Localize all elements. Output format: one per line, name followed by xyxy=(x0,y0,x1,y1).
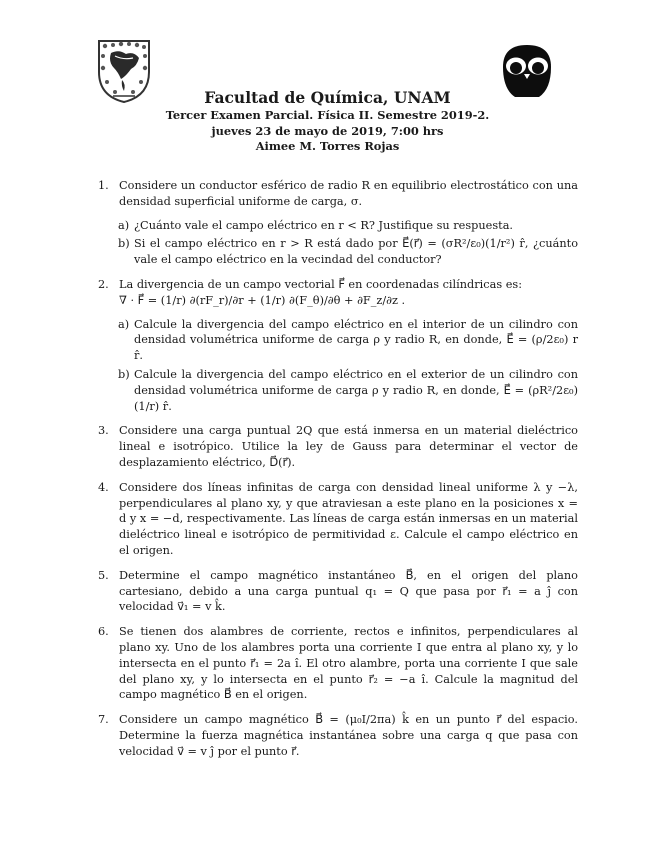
problem-number: 7. xyxy=(98,713,109,727)
subproblem-2b xyxy=(118,367,578,414)
subproblem-label: b) xyxy=(118,367,130,381)
subproblem-text: Calcule la divergencia del campo eléctrico en el exterior de un cilindro con densidad volumétrica uniforme de carga ρ y radio R, en donde, E⃗ = (ρR²/2ε₀)(1/r) r̂. xyxy=(134,367,578,413)
problem-text: Determine el campo magnético instantáneo B⃗, en el origen del plano cartesiano, debido a una carga puntual q₁ = Q que pasa por r⃗₁ = a ĵ con velocidad v⃗₁ = v k̂. xyxy=(119,568,578,614)
faculty-title: Facultad de Química, UNAM xyxy=(204,88,451,107)
problem-1 xyxy=(98,178,578,268)
problem-6 xyxy=(98,624,578,703)
problem-text: La divergencia de un campo vectorial F⃗ en coordenadas cilíndricas es: xyxy=(119,277,523,291)
divergence-formula: ∇ · F⃗ = (1/r) ∂(rF_r)/∂r + (1/r) ∂(F_θ)/∂θ + ∂F_z/∂z . xyxy=(119,293,406,307)
problem-text: Considere dos líneas infinitas de carga con densidad lineal uniforme λ y −λ, perpendiculares al plano xy, y que atraviesan a este plano en la posiciones x = d y x = −d, respectivamente. Las líneas de carga están inmersas en un material dieléctrico lineal e isotrópico de permitividad ε. Calcule el campo eléctrico en el origen. xyxy=(119,480,578,557)
subproblem-1b xyxy=(118,236,578,268)
problem-number: 6. xyxy=(98,625,109,639)
problem-7 xyxy=(98,712,578,759)
problem-text: Considere un conductor esférico de radio R en equilibrio electrostático con una densidad superficial uniforme de carga, σ. xyxy=(119,179,578,208)
subproblem-label: a) xyxy=(118,317,130,331)
exam-header xyxy=(100,88,555,155)
problem-5 xyxy=(98,568,578,615)
problem-number: 3. xyxy=(98,424,109,438)
subproblem-2a xyxy=(118,317,578,364)
problem-2 xyxy=(98,277,578,414)
problem-number: 2. xyxy=(98,277,109,291)
problem-3 xyxy=(98,423,578,470)
problem-number: 4. xyxy=(98,480,109,494)
subproblem-text: ¿Cuánto vale el campo eléctrico en r < R? Justifique su respuesta. xyxy=(134,218,514,232)
problem-text: Considere una carga puntual 2Q que está inmersa en un material dieléctrico lineal e isotrópico. Utilice la ley de Gauss para determinar el vector de desplazamiento eléctrico, D⃗(r⃗). xyxy=(119,424,578,469)
subproblem-1a xyxy=(118,218,578,234)
problem-list xyxy=(98,178,578,769)
problem-4 xyxy=(98,480,578,559)
problem-number: 5. xyxy=(98,568,109,582)
subproblem-label: b) xyxy=(118,237,130,251)
subproblem-text: Calcule la divergencia del campo eléctrico en el interior de un cilindro con densidad volumétrica uniforme de carga ρ y radio R, en donde, E⃗ = (ρ/2ε₀) r r̂. xyxy=(134,317,578,363)
problem-number: 1. xyxy=(98,179,109,192)
exam-title: Tercer Examen Parcial. Física II. Semestre 2019-2. xyxy=(165,108,490,122)
exam-author: Aimee M. Torres Rojas xyxy=(255,139,400,153)
problem-text: Considere un campo magnético B⃗ = (μ₀I/2πa) k̂ en un punto r⃗ del espacio. Determine la fuerza magnética instantánea sobre una carga q que pasa con velocidad v⃗ = v ĵ por el punto r⃗. xyxy=(119,713,578,758)
subproblem-label: a) xyxy=(118,218,130,232)
subproblem-text: Si el campo eléctrico en r > R está dado por E⃗(r⃗) = (σR²/ε₀)(1/r²) r̂, ¿cuánto vale el campo eléctrico en la vecindad del conductor? xyxy=(134,237,578,267)
problem-text: Se tienen dos alambres de corriente, rectos e infinitos, perpendiculares al plano xy. Uno de los alambres porta una corriente I que entra al plano xy, y lo intersecta en el punto r⃗₁ = 2a î. El otro alambre, porta una corriente I que sale del plano xy, y lo intersecta en el punto r⃗₂ = −a î. Calcule la magnitud del campo magnético B⃗ en el origen. xyxy=(119,625,578,702)
exam-date: jueves 23 de mayo de 2019, 7:00 hrs xyxy=(211,123,444,138)
